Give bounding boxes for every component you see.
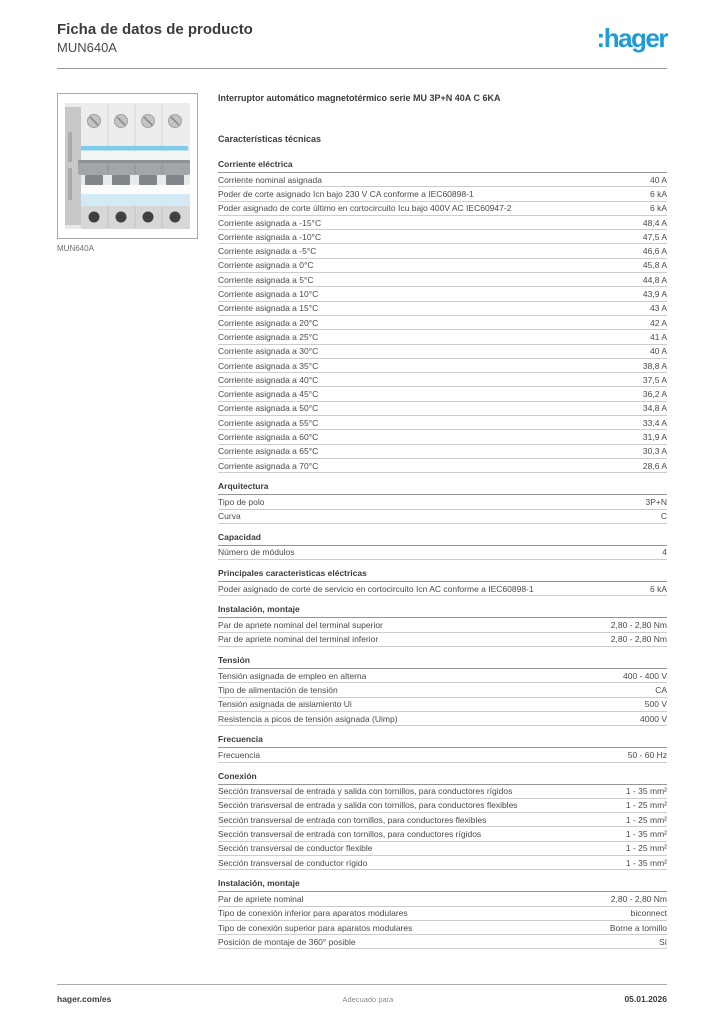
- spec-row-label: Corriente asignada a 30°C: [218, 346, 319, 357]
- spec-row-label: Corriente asignada a 0°C: [218, 260, 314, 271]
- spec-row-value: 43 A: [649, 303, 667, 314]
- spec-section: [218, 655, 667, 726]
- spec-row-value: Borne a tornillo: [609, 922, 667, 933]
- spec-section-rows: [218, 618, 667, 647]
- spec-section: [218, 878, 667, 949]
- spec-section: [218, 771, 667, 871]
- spec-row-label: Tipo de conexión superior para aparatos modulares: [218, 922, 413, 933]
- spec-row: [218, 316, 667, 330]
- spec-row-value: 41 A: [649, 331, 667, 342]
- spec-row: [218, 748, 667, 762]
- spec-row-value: 44,8 A: [642, 274, 667, 285]
- spec-row-value: 2,80 - 2,80 Nm: [610, 634, 667, 645]
- product-image-caption: MUN640A: [57, 244, 94, 253]
- spec-row: [218, 373, 667, 387]
- spec-row: [218, 698, 667, 712]
- spec-section-rows: [218, 495, 667, 524]
- spec-section-rows: [218, 669, 667, 726]
- spec-row: [218, 302, 667, 316]
- spec-row-label: Tipo de polo: [218, 496, 265, 507]
- spec-section-rows: [218, 785, 667, 871]
- spec-row-label: Corriente asignada a -10°C: [218, 231, 322, 242]
- spec-row-value: 2,80 - 2,80 Nm: [610, 620, 667, 631]
- spec-row: [218, 827, 667, 841]
- spec-row-label: Corriente asignada a -5°C: [218, 246, 317, 257]
- spec-row-value: 28,6 A: [642, 460, 667, 471]
- spec-row: [218, 669, 667, 683]
- footer-suitable-for-label: Adecuado para: [342, 995, 394, 1004]
- spec-row: [218, 510, 667, 524]
- spec-row-label: Frecuencia: [218, 749, 261, 760]
- spec-row-label: Poder de corte asignado Icn bajo 230 V CA conforme a IEC60898-1: [218, 188, 474, 199]
- spec-row: [218, 402, 667, 416]
- spec-row-label: Poder asignado de corte de servicio en cortocircuito Icn AC conforme a IEC60898-1: [218, 583, 534, 594]
- spec-row-value: 1 - 35 mm²: [625, 857, 667, 868]
- spec-section: [218, 568, 667, 596]
- spec-row-label: Sección transversal de entrada con tornillos, para conductores rígidos: [218, 829, 482, 840]
- spec-row-value: 1 - 35 mm²: [625, 829, 667, 840]
- header: [0, 0, 724, 56]
- hager-logo: :hager: [596, 23, 667, 53]
- spec-row-value: 1 - 25 mm²: [625, 800, 667, 811]
- spec-section-rows: [218, 892, 667, 949]
- spec-row-label: Tipo de conexión inferior para aparatos modulares: [218, 908, 408, 919]
- spec-row-label: Corriente asignada a 65°C: [218, 446, 319, 457]
- footer-row: [57, 994, 667, 1004]
- spec-row-label: Corriente asignada a 5°C: [218, 274, 314, 285]
- spec-row-label: Corriente asignada a 60°C: [218, 431, 319, 442]
- spec-section-title: Principales características eléctricas: [218, 568, 667, 582]
- product-title: Interruptor automático magnetotérmico serie MU 3P+N 40A C 6KA: [218, 93, 501, 103]
- footer-date: 05.01.2026: [624, 994, 667, 1004]
- spec-row-label: Corriente asignada a 70°C: [218, 460, 319, 471]
- spec-row-value: 45,8 A: [642, 260, 667, 271]
- spec-row-label: Corriente asignada a -15°C: [218, 217, 322, 228]
- product-image-column: [57, 93, 198, 253]
- spec-section: [218, 532, 667, 560]
- spec-row-label: Sección transversal de entrada y salida con tornillos, para conductores rígidos: [218, 786, 513, 797]
- spec-row-label: Corriente asignada a 15°C: [218, 303, 319, 314]
- spec-section-title: Instalación, montaje: [218, 604, 667, 618]
- spec-row-value: 400 - 400 V: [623, 670, 667, 681]
- spec-column: [218, 93, 667, 949]
- spec-row: [218, 259, 667, 273]
- spec-section: [218, 159, 667, 473]
- spec-section: [218, 604, 667, 647]
- spec-row-label: Tensión asignada de aislamiento Ui: [218, 699, 352, 710]
- spec-row-value: Sí: [658, 936, 667, 947]
- spec-row: [218, 785, 667, 799]
- content: [57, 93, 667, 949]
- spec-section-title: Frecuencia: [218, 734, 667, 748]
- header-product-code: MUN640A: [57, 40, 117, 55]
- spec-row-label: Resistencia a picos de tensión asignada (Uimp): [218, 713, 398, 724]
- spec-row: [218, 582, 667, 596]
- spec-row: [218, 345, 667, 359]
- spec-row-value: 43,9 A: [642, 289, 667, 300]
- spec-row: [218, 842, 667, 856]
- spec-row-value: CA: [655, 684, 667, 695]
- spec-row-value: 38,8 A: [642, 360, 667, 371]
- spec-row-value: 37,5 A: [642, 374, 667, 385]
- spec-row-value: 6 kA: [649, 583, 667, 594]
- spec-row-value: 46,6 A: [642, 246, 667, 257]
- spec-row-label: Par de apriete nominal: [218, 893, 304, 904]
- product-image: [57, 93, 198, 239]
- spec-row: [218, 633, 667, 647]
- spec-row-value: 33,4 A: [642, 417, 667, 428]
- spec-section-title: Corriente eléctrica: [218, 159, 667, 173]
- spec-section-rows: [218, 546, 667, 560]
- spec-row: [218, 921, 667, 935]
- spec-row-label: Sección transversal de conductor flexible: [218, 843, 373, 854]
- spec-row: [218, 430, 667, 444]
- header-text: [57, 21, 253, 56]
- spec-row-label: Tensión asignada de empleo en alterna: [218, 670, 367, 681]
- spec-row-value: 4000 V: [640, 713, 667, 724]
- spec-row-label: Sección transversal de entrada con tornillos, para conductores flexibles: [218, 814, 487, 825]
- spec-row: [218, 445, 667, 459]
- spec-row-value: 1 - 25 mm²: [625, 814, 667, 825]
- footer: [57, 984, 667, 1004]
- spec-row: [218, 459, 667, 473]
- spec-section-title: Tensión: [218, 655, 667, 669]
- spec-row-value: 42 A: [649, 317, 667, 328]
- spec-row: [218, 892, 667, 906]
- spec-row-value: 36,2 A: [642, 389, 667, 400]
- spec-section-title: Conexión: [218, 771, 667, 785]
- spec-row-label: Corriente asignada a 40°C: [218, 374, 319, 385]
- spec-row: [218, 202, 667, 216]
- spec-row-value: 1 - 35 mm²: [625, 786, 667, 797]
- spec-row-value: 500 V: [644, 699, 667, 710]
- spec-row: [218, 359, 667, 373]
- spec-row-label: Corriente asignada a 20°C: [218, 317, 319, 328]
- spec-row-label: Posición de montaje de 360° posible: [218, 936, 356, 947]
- spec-row-label: Par de apriete nominal del terminal inferior: [218, 634, 379, 645]
- spec-row-label: Corriente asignada a 35°C: [218, 360, 319, 371]
- spec-row: [218, 187, 667, 201]
- spec-row: [218, 330, 667, 344]
- page-title: Ficha de datos de producto: [57, 21, 253, 38]
- spec-section-title: Arquitectura: [218, 481, 667, 495]
- spec-row: [218, 618, 667, 632]
- spec-section-rows: [218, 748, 667, 762]
- spec-row-label: Tipo de alimentación de tensión: [218, 684, 338, 695]
- spec-row: [218, 273, 667, 287]
- spec-row-label: Par de apriete nominal del terminal superior: [218, 620, 383, 631]
- spec-row-value: biconnect: [630, 908, 667, 919]
- circuit-breaker-illustration: [58, 94, 197, 238]
- spec-row-label: Curva: [218, 511, 241, 522]
- characteristics-heading: Características técnicas: [218, 134, 322, 144]
- footer-website-link[interactable]: hager.com/es: [57, 994, 112, 1004]
- spec-row-value: 47,5 A: [642, 231, 667, 242]
- spec-row-label: Corriente asignada a 25°C: [218, 331, 319, 342]
- spec-row-value: 40 A: [649, 346, 667, 357]
- spec-row-value: 31,9 A: [642, 431, 667, 442]
- spec-section-title: Capacidad: [218, 532, 667, 546]
- spec-row: [218, 173, 667, 187]
- spec-row-label: Sección transversal de entrada y salida con tornillos, para conductores flexibles: [218, 800, 518, 811]
- spec-row: [218, 799, 667, 813]
- spec-row-value: 40 A: [649, 174, 667, 185]
- spec-row-label: Poder asignado de corte último en cortocircuito Icu bajo 400V AC IEC60947-2: [218, 203, 512, 214]
- spec-row: [218, 546, 667, 560]
- footer-divider: [57, 984, 667, 985]
- spec-section-rows: [218, 173, 667, 473]
- spec-row-value: 6 kA: [649, 188, 667, 199]
- spec-row-label: Corriente asignada a 50°C: [218, 403, 319, 414]
- spec-row-value: 2,80 - 2,80 Nm: [610, 893, 667, 904]
- spec-row: [218, 387, 667, 401]
- spec-row: [218, 813, 667, 827]
- spec-row: [218, 856, 667, 870]
- spec-row: [218, 907, 667, 921]
- spec-row-label: Número de módulos: [218, 547, 295, 558]
- spec-row: [218, 244, 667, 258]
- spec-row: [218, 230, 667, 244]
- spec-sections: [218, 159, 667, 949]
- spec-row-label: Sección transversal de conductor rígido: [218, 857, 368, 868]
- spec-section: [218, 481, 667, 524]
- spec-row: [218, 495, 667, 509]
- spec-row: [218, 287, 667, 301]
- spec-row-value: 30,3 A: [642, 446, 667, 457]
- spec-section-rows: [218, 582, 667, 596]
- spec-row-value: 4: [662, 547, 667, 558]
- spec-row-value: 50 - 60 Hz: [627, 749, 667, 760]
- spec-row-value: 34,8 A: [642, 403, 667, 414]
- spec-row: [218, 935, 667, 949]
- spec-row-value: C: [660, 511, 667, 522]
- spec-row: [218, 683, 667, 697]
- spec-row-label: Corriente nominal asignada: [218, 174, 322, 185]
- spec-row: [218, 712, 667, 726]
- spec-row-label: Corriente asignada a 45°C: [218, 389, 319, 400]
- spec-row-value: 6 kA: [649, 203, 667, 214]
- spec-row: [218, 216, 667, 230]
- spec-row-label: Corriente asignada a 10°C: [218, 289, 319, 300]
- spec-row: [218, 416, 667, 430]
- spec-row-value: 1 - 25 mm²: [625, 843, 667, 854]
- spec-row-value: 48,4 A: [642, 217, 667, 228]
- spec-section-title: Instalación, montaje: [218, 878, 667, 892]
- spec-row-value: 3P+N: [645, 496, 667, 507]
- spec-row-label: Corriente asignada a 55°C: [218, 417, 319, 428]
- spec-section: [218, 734, 667, 762]
- header-divider: [57, 68, 667, 69]
